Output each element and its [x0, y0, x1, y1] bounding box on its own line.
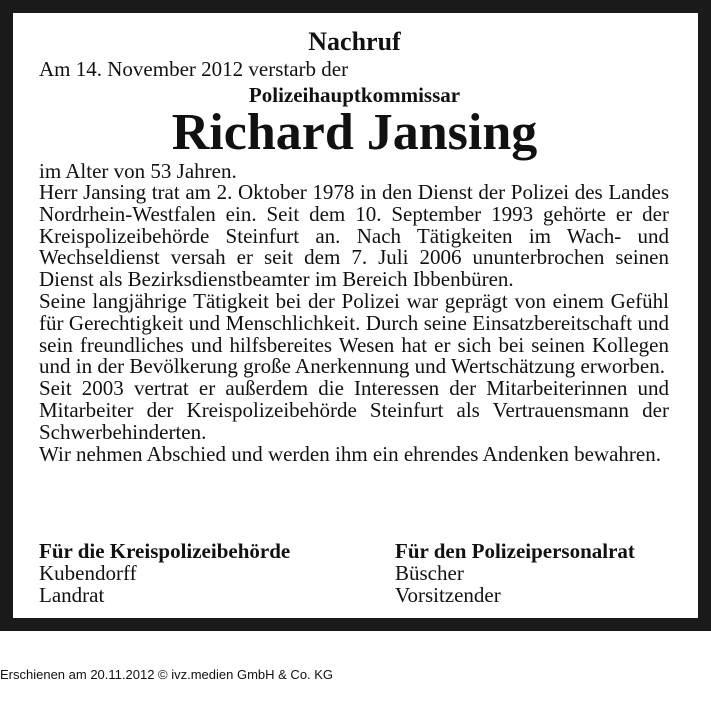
notice-intro: Am 14. November 2012 verstarb der: [39, 57, 349, 81]
body-paragraph: Seine langjährige Tätigkeit bei der Polizei war geprägt von einem Gefühl für Gerechtigkeit und Menschlichkeit. Durch seine Einsatzbereitschaft und sein freundliches und hilfsbereites Wesen hat er sich bei seinen Kollegen und in der Bevölkerung große Anerkennung und Wertschätzung erworben.: [39, 288, 669, 379]
deceased-age: im Alter von 53 Jahren.: [39, 159, 237, 183]
signature-title: Für den Polizeipersonalrat: [395, 539, 635, 563]
notice-heading: Nachruf: [308, 27, 401, 56]
signature-kreispolizeibehoerde: [39, 540, 290, 606]
notice-body: [39, 182, 669, 465]
signature-name: Kubendorff: [39, 561, 137, 585]
deceased-name: Richard Jansing: [171, 104, 538, 161]
body-paragraph: Herr Jansing trat am 2. Oktober 1978 in den Dienst der Polizei des Landes Nordrhein-Westfalen ein. Seit dem 10. September 1993 gehörte er der Kreispolizeibehörde Steinfurt an. Nach Tätigkeiten im Wach- und Wechseldienst versah er seit dem 7. Juli 2006 ununterbrochen seinen Dienst als Bezirksdienstbeamter im Bereich Ibbenbüren.: [39, 180, 669, 292]
signature-title: Für die Kreispolizeibehörde: [39, 539, 291, 563]
publication-footer: Erschienen am 20.11.2012 © ivz.medien GmbH & Co. KG: [0, 667, 334, 682]
body-paragraph: Seit 2003 vertrat er außerdem die Interessen der Mitarbeiterinnen und Mitarbeiter der Kreispolizeibehörde Steinfurt als Vertrauensmann der Schwerbehinderten.: [39, 376, 669, 444]
signature-role: Landrat: [39, 583, 105, 607]
obituary-notice: [13, 13, 698, 618]
signature-role: Vorsitzender: [395, 583, 501, 607]
signature-personalrat: [395, 540, 635, 606]
signature-name: Büscher: [395, 561, 464, 585]
body-paragraph: Wir nehmen Abschied und werden ihm ein ehrendes Andenken bewahren.: [39, 441, 661, 466]
deceased-rank: Polizeihauptkommissar: [248, 83, 461, 107]
